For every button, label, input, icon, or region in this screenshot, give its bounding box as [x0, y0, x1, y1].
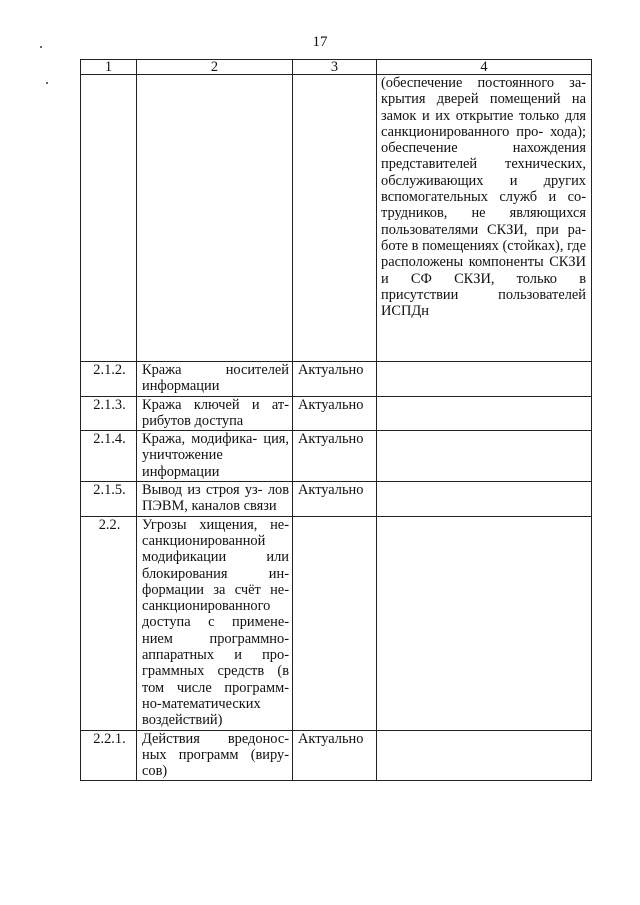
- measures-line: ИСПДн: [381, 303, 429, 320]
- description-line: Угрозы хищения, не-: [142, 516, 289, 533]
- description-line: сов): [142, 763, 168, 780]
- status-cell: Актуально: [293, 396, 377, 431]
- number-cell: 2.2.: [81, 516, 137, 730]
- measures-line: для санкционированного про-: [381, 107, 586, 140]
- description-cell: [137, 482, 293, 517]
- measures-cell: [377, 730, 592, 781]
- description-line: ция, уничтожение: [142, 431, 289, 464]
- description-cell: [137, 75, 293, 362]
- description-line: Действия вредонос-: [142, 730, 289, 747]
- table-row: [81, 482, 592, 517]
- header-cell: 4: [377, 60, 592, 75]
- measures-line: (обеспечение постоянного за-: [381, 75, 586, 91]
- description-line: граммных средств (в: [142, 663, 289, 680]
- number-cell: [81, 75, 137, 362]
- number-cell: 2.1.4.: [81, 431, 137, 482]
- status-cell: Актуально: [293, 431, 377, 482]
- measures-line: обеспечение нахождения: [381, 140, 586, 157]
- table-row-continued: [81, 75, 592, 362]
- description-line: воздействий): [142, 712, 223, 729]
- number-cell: 2.1.3.: [81, 396, 137, 431]
- table-row: [81, 362, 592, 397]
- margin-dot: [40, 46, 42, 48]
- header-cell: 2: [137, 60, 293, 75]
- description-line: формации за счёт не-: [142, 581, 289, 598]
- number-cell: 2.1.5.: [81, 482, 137, 517]
- description-line: лов ПЭВМ, каналов: [142, 482, 289, 515]
- description-line: блокирования ин-: [142, 565, 289, 582]
- measures-line: трудников, не являющихся: [381, 205, 586, 222]
- description-line: нием программно-: [142, 630, 289, 647]
- measures-line: боте в помещениях (стойках),: [381, 237, 564, 254]
- measures-cell: [377, 482, 592, 517]
- threats-table: [80, 59, 592, 781]
- description-line: рибутов доступа: [142, 412, 244, 429]
- measures-line: представителей технических,: [381, 156, 586, 173]
- status-cell: Актуально: [293, 730, 377, 781]
- measures-cell: [377, 431, 592, 482]
- description-line: но-математических: [142, 695, 261, 712]
- description-line: санкционированного: [142, 598, 271, 615]
- description-cell: [137, 396, 293, 431]
- header-cell: 3: [293, 60, 377, 75]
- description-line: информации: [142, 463, 220, 480]
- table-row: [81, 396, 592, 431]
- measures-cell: [377, 516, 592, 730]
- number-cell: 2.2.1.: [81, 730, 137, 781]
- description-line: Кража носителей: [142, 362, 289, 378]
- status-cell: Актуально: [293, 362, 377, 397]
- description-line: Кража ключей и ат-: [142, 396, 289, 413]
- table-row: [81, 516, 592, 730]
- description-cell: [137, 730, 293, 781]
- measures-line: вспомогательных служб и со-: [381, 189, 586, 206]
- description-line: ных программ (виру-: [142, 746, 289, 763]
- measures-line: замок и их открытие только: [381, 107, 560, 124]
- header-row: [81, 60, 592, 75]
- description-line: том числе программ-: [142, 679, 289, 696]
- description-cell: [137, 431, 293, 482]
- description-cell: [137, 362, 293, 397]
- table-row: [81, 431, 592, 482]
- description-line: аппаратных и про-: [142, 647, 289, 664]
- status-cell: [293, 75, 377, 362]
- measures-line: пользователями СКЗИ, при ра-: [381, 221, 586, 238]
- description-line: санкционированной: [142, 532, 266, 549]
- measures-line: крытия дверей помещений на: [381, 91, 586, 108]
- description-line: доступа с примене-: [142, 614, 289, 631]
- description-line: модификации или: [142, 549, 289, 566]
- measures-line: СКЗИ и СФ СКЗИ, только в: [381, 254, 586, 287]
- measures-cell: [377, 75, 592, 362]
- description-cell: [137, 516, 293, 730]
- measures-cell: [377, 396, 592, 431]
- measures-line: присутствии пользователей: [381, 286, 586, 303]
- description-line: информации: [142, 378, 220, 395]
- status-cell: [293, 516, 377, 730]
- measures-cell: [377, 362, 592, 397]
- description-line: связи: [243, 498, 277, 515]
- table-row: [81, 730, 592, 781]
- measures-line: где расположены компоненты: [381, 237, 586, 271]
- description-line: Вывод из строя уз-: [142, 482, 263, 499]
- margin-dot: [46, 82, 48, 84]
- status-cell: Актуально: [293, 482, 377, 517]
- measures-line: обслуживающих и других: [381, 172, 586, 189]
- page-number: 17: [312, 34, 328, 50]
- number-cell: 2.1.2.: [81, 362, 137, 397]
- measures-line: хода);: [550, 123, 586, 140]
- description-line: Кража, модифика-: [142, 431, 258, 448]
- header-cell: 1: [81, 60, 137, 75]
